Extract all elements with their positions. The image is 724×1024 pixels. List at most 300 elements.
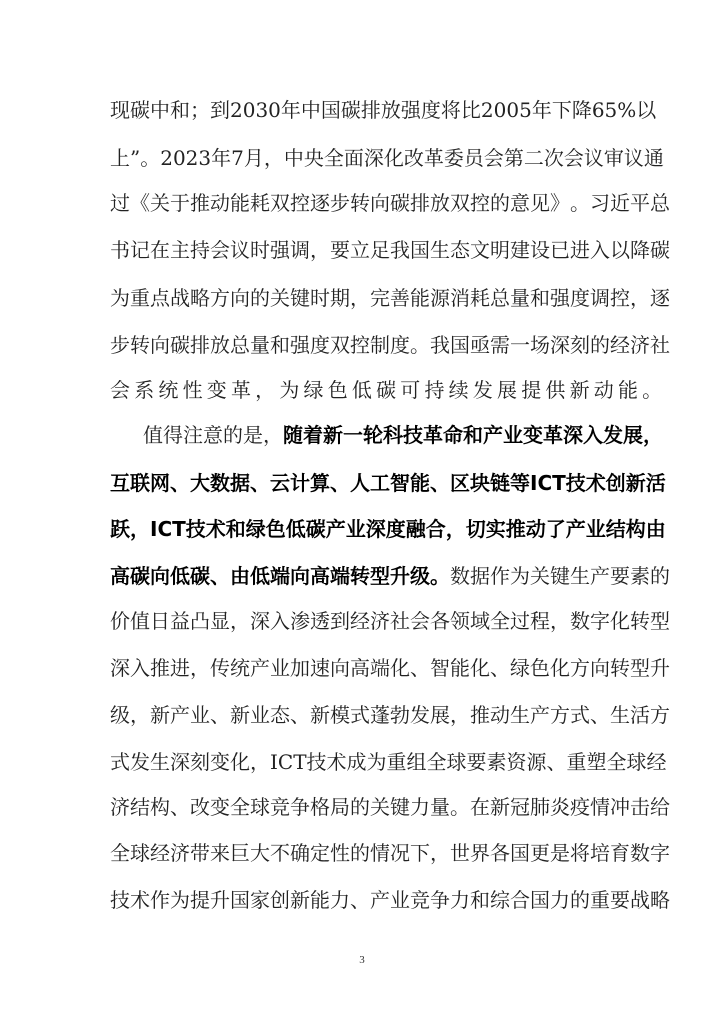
- text-segment: ，: [643, 423, 663, 447]
- text-segment: 、: [170, 795, 190, 819]
- text-segment: ICT: [150, 517, 186, 541]
- text-segment: 、: [170, 471, 190, 495]
- text-segment: 调: [590, 286, 610, 310]
- text-segment: 绿: [303, 378, 324, 402]
- text-segment: 新: [490, 795, 510, 819]
- text-segment: ，: [190, 656, 210, 680]
- text-segment: 转: [610, 656, 630, 680]
- text-segment: 耗: [470, 286, 490, 310]
- text-segment: 推: [505, 517, 526, 541]
- text-segment: 年: [531, 98, 552, 122]
- text-segment: ICT: [270, 750, 307, 774]
- text-segment: 重: [386, 750, 407, 774]
- text-segment: 深: [250, 609, 270, 633]
- text-segment: 放: [430, 191, 450, 215]
- text-segment: 碳: [390, 191, 410, 215]
- text-segment: 为: [510, 564, 530, 588]
- page-number: 3: [359, 954, 365, 966]
- text-segment: 低: [351, 378, 372, 402]
- text-segment: 过: [510, 609, 530, 633]
- text-segment: 消: [450, 286, 470, 310]
- text-segment: 链: [490, 471, 510, 495]
- text-segment: 济: [370, 609, 390, 633]
- text-segment: 通: [643, 146, 664, 170]
- text-segment: 升: [210, 888, 230, 912]
- text-segment: 。: [570, 191, 590, 215]
- text-segment: 技: [306, 750, 327, 774]
- text-segment: 字: [650, 841, 670, 865]
- text-segment: 全: [110, 841, 130, 865]
- text-segment: 方: [210, 286, 230, 310]
- text-segment: 创: [605, 471, 626, 495]
- text-segment: 的: [570, 888, 590, 912]
- text-segment: 双: [270, 191, 290, 215]
- text-segment: 业: [190, 703, 210, 727]
- text-segment: 以: [636, 98, 657, 122]
- text-line: [110, 95, 657, 125]
- text-segment: 、: [430, 471, 450, 495]
- text-segment: 控: [290, 191, 310, 215]
- text-segment: 勃: [390, 703, 410, 727]
- text-segment: 块: [470, 471, 490, 495]
- text-segment: 深: [365, 517, 386, 541]
- text-segment: 革: [423, 146, 444, 170]
- text-segment: 到: [210, 98, 230, 122]
- text-segment: 场: [530, 333, 550, 357]
- text-segment: 业: [585, 517, 606, 541]
- text-segment: 争: [290, 795, 310, 819]
- text-segment: 会: [210, 238, 230, 262]
- text-segment: ”: [130, 146, 141, 170]
- text-segment: 态: [270, 703, 290, 727]
- text-segment: 加: [290, 656, 310, 680]
- text-segment: 术: [130, 888, 150, 912]
- text-segment: 渗: [290, 609, 310, 633]
- text-segment: 等: [510, 471, 530, 495]
- text-segment: 球: [130, 841, 150, 865]
- text-segment: ，: [130, 703, 150, 727]
- text-segment: 动: [525, 517, 546, 541]
- text-segment: 业: [503, 423, 523, 447]
- text-segment: 家: [250, 888, 270, 912]
- text-segment: 入: [130, 656, 150, 680]
- text-segment: 亟: [470, 333, 490, 357]
- text-segment: 面: [343, 146, 364, 170]
- text-segment: 化: [390, 656, 410, 680]
- text-segment: 推: [190, 191, 210, 215]
- text-segment: 更: [530, 841, 550, 865]
- text-segment: 注: [183, 423, 203, 447]
- text-segment: 要: [466, 750, 487, 774]
- text-segment: 强: [400, 98, 421, 122]
- text-segment: 变: [210, 750, 230, 774]
- text-segment: 显: [210, 609, 230, 633]
- text-segment: 下: [410, 841, 430, 865]
- text-segment: 我: [430, 333, 450, 357]
- text-segment: 总: [230, 333, 250, 357]
- text-segment: 议: [230, 238, 250, 262]
- text-segment: 绿: [245, 517, 266, 541]
- text-segment: 性: [182, 378, 203, 402]
- text-segment: 战: [630, 888, 650, 912]
- text-segment: 量: [250, 333, 270, 357]
- text-segment: 需: [490, 333, 510, 357]
- text-segment: 变: [206, 378, 227, 402]
- text-segment: 步: [330, 191, 350, 215]
- text-segment: 放: [210, 333, 230, 357]
- text-segment: 产: [250, 656, 270, 680]
- text-segment: 。: [450, 795, 470, 819]
- text-segment: 逐: [310, 191, 330, 215]
- text-segment: 的: [350, 841, 370, 865]
- text-segment: 总: [490, 286, 510, 310]
- text-segment: 式: [110, 750, 130, 774]
- text-segment: 提: [521, 378, 542, 402]
- text-segment: 力: [330, 888, 350, 912]
- text-segment: 力: [410, 795, 430, 819]
- text-segment: 为: [366, 750, 387, 774]
- text-segment: 向: [330, 656, 350, 680]
- text-segment: 疫: [570, 795, 590, 819]
- text-segment: 以: [610, 238, 630, 262]
- text-segment: 新: [150, 703, 170, 727]
- text-segment: 作: [150, 888, 170, 912]
- text-segment: 关: [370, 795, 390, 819]
- text-line: [110, 700, 670, 730]
- text-segment: 产: [530, 703, 550, 727]
- text-segment: 炎: [550, 795, 570, 819]
- text-line: [110, 747, 667, 777]
- text-line: [110, 330, 670, 360]
- text-segment: 时: [250, 238, 270, 262]
- text-line: [110, 885, 670, 915]
- text-segment: 进: [570, 238, 590, 262]
- text-segment: 度: [570, 286, 590, 310]
- text-segment: 技: [110, 888, 130, 912]
- text-segment: 产: [483, 423, 503, 447]
- text-segment: 球: [626, 750, 647, 774]
- text-segment: 要: [330, 238, 350, 262]
- text-segment: 组: [406, 750, 427, 774]
- text-segment: 大: [190, 471, 210, 495]
- text-segment: 系: [134, 378, 155, 402]
- text-segment: 转: [130, 333, 150, 357]
- text-segment: 计: [290, 471, 310, 495]
- text-segment: ，: [550, 609, 570, 633]
- text-segment: 构: [150, 795, 170, 819]
- text-segment: 能: [450, 656, 470, 680]
- text-segment: 比: [460, 98, 481, 122]
- text-segment: 色: [327, 378, 348, 402]
- text-segment: 2005: [480, 98, 532, 122]
- text-segment: 各: [490, 841, 510, 865]
- text-segment: 度: [310, 333, 330, 357]
- text-segment: 轮: [363, 423, 383, 447]
- text-segment: 键: [390, 795, 410, 819]
- text-segment: 主: [170, 238, 190, 262]
- text-segment: 竞: [410, 888, 430, 912]
- text-segment: 高: [110, 564, 130, 588]
- text-segment: 和: [170, 98, 190, 122]
- text-segment: 现: [110, 98, 130, 122]
- text-segment: 将: [570, 841, 590, 865]
- text-line: [110, 468, 666, 498]
- text-segment: 业: [345, 517, 366, 541]
- text-segment: 议: [583, 146, 604, 170]
- text-segment: 足: [370, 238, 390, 262]
- text-segment: 冲: [610, 795, 630, 819]
- text-segment: 国: [320, 98, 341, 122]
- text-segment: 期: [330, 286, 350, 310]
- text-segment: 凸: [190, 609, 210, 633]
- text-segment: 统: [230, 656, 250, 680]
- text-segment: 冠: [510, 795, 530, 819]
- text-segment: 化: [470, 656, 490, 680]
- text-segment: 略: [190, 286, 210, 310]
- text-segment: 击: [630, 795, 650, 819]
- text-segment: 经: [150, 841, 170, 865]
- text-segment: 到: [330, 609, 350, 633]
- text-segment: 联: [130, 471, 150, 495]
- text-segment: 网: [150, 471, 170, 495]
- text-segment: 新: [230, 703, 250, 727]
- text-segment: 作: [490, 564, 510, 588]
- text-segment: 碳: [650, 238, 670, 262]
- text-segment: 展: [430, 703, 450, 727]
- text-segment: 为: [170, 888, 190, 912]
- text-segment: 资: [506, 750, 527, 774]
- text-line: [110, 235, 670, 265]
- text-segment: 深: [563, 423, 583, 447]
- text-segment: 双: [330, 333, 350, 357]
- text-segment: 数: [630, 841, 650, 865]
- text-segment: 争: [430, 888, 450, 912]
- text-segment: 将: [440, 98, 461, 122]
- text-segment: ，: [250, 750, 270, 774]
- text-segment: 双: [450, 191, 470, 215]
- text-segment: ，: [445, 517, 466, 541]
- text-segment: ，: [263, 146, 284, 170]
- text-segment: ，: [450, 703, 470, 727]
- text-segment: 书: [110, 238, 130, 262]
- text-segment: 见: [530, 191, 550, 215]
- text-segment: 动: [593, 378, 614, 402]
- text-segment: 能: [230, 191, 250, 215]
- text-segment: ，: [630, 286, 650, 310]
- text-segment: 意: [510, 191, 530, 215]
- text-segment: ，: [350, 286, 370, 310]
- text-segment: 强: [270, 238, 290, 262]
- text-line: [110, 606, 670, 636]
- text-segment: 绿: [510, 656, 530, 680]
- text-segment: 、: [410, 656, 430, 680]
- text-segment: 2023: [160, 146, 212, 170]
- text-segment: 由: [645, 517, 666, 541]
- text-segment: 生: [150, 750, 170, 774]
- text-segment: 会: [410, 609, 430, 633]
- text-segment: 入: [583, 423, 603, 447]
- text-segment: 和: [225, 517, 246, 541]
- text-segment: 刻: [570, 333, 590, 357]
- text-segment: 透: [310, 609, 330, 633]
- text-segment: 控: [350, 333, 370, 357]
- text-segment: 改: [403, 146, 424, 170]
- text-segment: 全: [426, 750, 447, 774]
- text-segment: 方: [570, 656, 590, 680]
- text-segment: 二: [523, 146, 544, 170]
- text-segment: 可: [400, 378, 421, 402]
- text-segment: 略: [650, 888, 670, 912]
- text-segment: 切: [465, 517, 486, 541]
- text-segment: 、: [290, 703, 310, 727]
- text-segment: 持: [424, 378, 445, 402]
- text-segment: 得: [163, 423, 183, 447]
- text-segment: 统: [158, 378, 179, 402]
- text-segment: 大: [250, 841, 270, 865]
- text-segment: 中: [300, 98, 321, 122]
- text-segment: 力: [450, 888, 470, 912]
- text-segment: 和: [530, 286, 550, 310]
- text-segment: 设: [530, 238, 550, 262]
- text-segment: 确: [290, 841, 310, 865]
- text-segment: 《: [130, 191, 150, 215]
- text-segment: 社: [650, 333, 670, 357]
- text-segment: 级: [410, 564, 430, 588]
- text-segment: 济: [630, 333, 650, 357]
- text-segment: 活: [645, 471, 666, 495]
- text-segment: 、: [590, 703, 610, 727]
- text-segment: 型: [650, 609, 670, 633]
- text-segment: 制: [370, 333, 390, 357]
- text-segment: 向: [150, 333, 170, 357]
- text-segment: 发: [130, 750, 150, 774]
- text-segment: 综: [490, 888, 510, 912]
- text-segment: 活: [630, 703, 650, 727]
- text-segment: 随: [283, 423, 303, 447]
- text-segment: 界: [470, 841, 490, 865]
- text-segment: 关: [150, 191, 170, 215]
- text-segment: 强: [550, 286, 570, 310]
- text-segment: 向: [230, 286, 250, 310]
- text-segment: 调: [290, 238, 310, 262]
- text-segment: 端: [270, 564, 290, 588]
- text-segment: 已: [550, 238, 570, 262]
- text-segment: 能: [617, 378, 638, 402]
- text-segment: 提: [190, 888, 210, 912]
- text-segment: 源: [430, 286, 450, 310]
- text-segment: ；: [190, 98, 210, 122]
- text-segment: 模: [330, 703, 350, 727]
- text-segment: 发: [410, 703, 430, 727]
- text-segment: 放: [380, 98, 401, 122]
- text-segment: 级: [110, 703, 130, 727]
- text-segment: 碳: [190, 564, 210, 588]
- text-segment: 着: [303, 423, 323, 447]
- text-segment: 进: [170, 656, 190, 680]
- text-segment: 革: [543, 423, 563, 447]
- text-segment: 跃: [110, 517, 130, 541]
- text-segment: 能: [310, 888, 330, 912]
- text-segment: 我: [390, 238, 410, 262]
- text-segment: 培: [590, 841, 610, 865]
- text-segment: 总: [650, 191, 670, 215]
- text-segment: 产: [370, 888, 390, 912]
- text-segment: 向: [290, 564, 310, 588]
- text-segment: 来: [210, 841, 230, 865]
- text-segment: 第: [503, 146, 524, 170]
- text-segment: 域: [470, 609, 490, 633]
- text-segment: 、: [250, 471, 270, 495]
- text-segment: 央: [303, 146, 324, 170]
- text-segment: 升: [650, 656, 670, 680]
- text-segment: 日: [150, 609, 170, 633]
- text-segment: 重: [590, 888, 610, 912]
- text-segment: 肺: [530, 795, 550, 819]
- text-segment: 产: [325, 517, 346, 541]
- text-segment: 排: [410, 191, 430, 215]
- text-segment: 术: [585, 471, 606, 495]
- text-segment: 转: [350, 564, 370, 588]
- text-segment: 各: [430, 609, 450, 633]
- text-segment: 源: [526, 750, 547, 774]
- text-segment: 算: [310, 471, 330, 495]
- text-segment: 下: [551, 98, 572, 122]
- text-segment: 深: [363, 146, 384, 170]
- text-segment: 重: [566, 750, 587, 774]
- text-segment: 习: [590, 191, 610, 215]
- text-segment: 了: [545, 517, 566, 541]
- text-segment: 推: [150, 656, 170, 680]
- text-segment: 关: [270, 286, 290, 310]
- text-segment: 上: [110, 146, 130, 170]
- text-segment: 巨: [230, 841, 250, 865]
- text-segment: 向: [370, 191, 390, 215]
- text-segment: 方: [550, 703, 570, 727]
- text-segment: 的: [490, 191, 510, 215]
- text-segment: 型: [630, 656, 650, 680]
- text-segment: 素: [630, 564, 650, 588]
- text-segment: 年: [211, 146, 232, 170]
- text-segment: 供: [545, 378, 566, 402]
- text-segment: 化: [230, 750, 250, 774]
- text-segment: 能: [410, 286, 430, 310]
- text-segment: 碳: [130, 564, 150, 588]
- text-segment: 况: [390, 841, 410, 865]
- text-segment: 实: [485, 517, 506, 541]
- text-segment: 展: [497, 378, 517, 402]
- text-segment: 降: [571, 98, 592, 122]
- text-segment: 过: [110, 191, 130, 215]
- text-segment: 的: [350, 795, 370, 819]
- text-line: [110, 792, 670, 822]
- text-segment: 转: [350, 191, 370, 215]
- text-line: [110, 188, 670, 218]
- text-segment: 降: [630, 238, 650, 262]
- text-segment: 向: [150, 564, 170, 588]
- text-segment: 互: [110, 471, 130, 495]
- text-segment: 低: [250, 564, 270, 588]
- text-line: [110, 375, 663, 405]
- text-segment: 和: [470, 888, 490, 912]
- text-segment: ，: [130, 517, 150, 541]
- text-segment: 结: [130, 795, 150, 819]
- text-segment: 一: [510, 333, 530, 357]
- text-segment: 近: [610, 191, 630, 215]
- text-segment: 发: [603, 423, 623, 447]
- text-segment: 和: [270, 333, 290, 357]
- text-segment: 技: [403, 423, 423, 447]
- text-segment: 在: [150, 238, 170, 262]
